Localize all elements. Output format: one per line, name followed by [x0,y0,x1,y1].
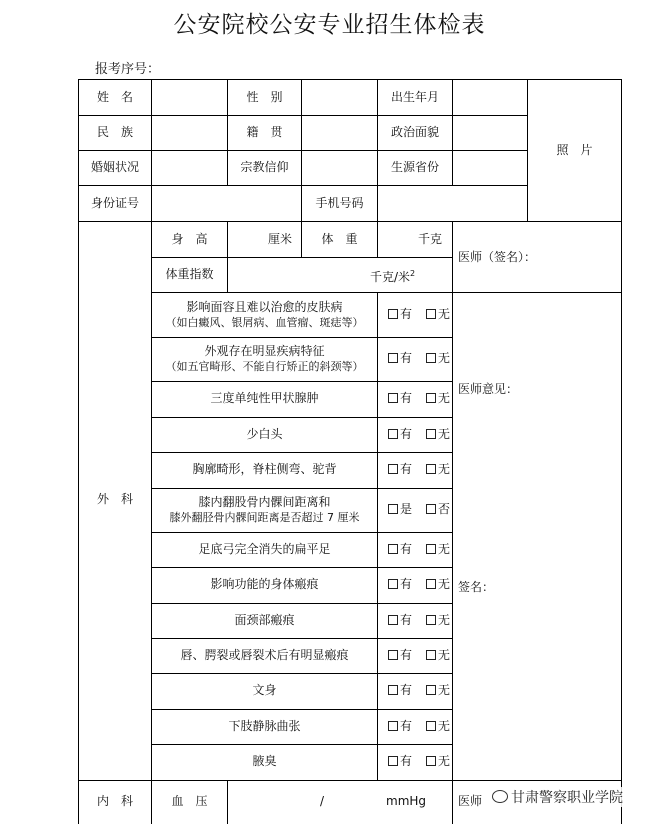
checkbox-icon[interactable] [388,464,398,474]
serial-number-label: 报考序号： [95,62,161,77]
bmi-label: 体重指数 [165,267,214,281]
checkbox-icon[interactable] [426,579,436,589]
bp-unit: mmHg [386,794,427,808]
checkbox-icon[interactable] [426,615,436,625]
doctor-opinion-label: 医师意见： [458,382,519,396]
photo-box: 照 片 [556,143,593,157]
checkbox-option[interactable]: 无 [426,462,450,477]
checkbox-icon[interactable] [388,309,398,319]
surgery-item-label: 少白头 [246,426,283,441]
checkbox-option[interactable]: 有 [388,391,412,406]
checkbox-option[interactable]: 否 [426,502,450,517]
watermark: 甘肃警察职业学院 [490,787,625,807]
checkbox-option[interactable]: 无 [426,351,450,366]
checkbox-option[interactable]: 无 [426,683,450,698]
checkbox-icon[interactable] [426,721,436,731]
checkbox-icon[interactable] [426,393,436,403]
checkbox-icon[interactable] [388,650,398,660]
checkbox-option[interactable]: 无 [426,613,450,628]
checkbox-option[interactable]: 无 [426,577,450,592]
name-label: 姓 名 [96,90,133,104]
ethnicity-label: 民 族 [96,125,133,139]
checkbox-icon[interactable] [388,721,398,731]
gender-label: 性 别 [246,90,283,104]
checkbox-option[interactable]: 无 [426,427,450,442]
checkbox-option[interactable]: 无 [426,391,450,406]
id-label: 身份证号 [90,196,139,210]
origin-label: 籍 贯 [246,125,283,139]
checkbox-icon[interactable] [426,429,436,439]
surgery-section-label: 外 科 [96,492,133,506]
surgery-item-label: 腋臭 [252,754,277,768]
checkbox-option[interactable]: 有 [388,542,412,557]
checkbox-icon[interactable] [426,650,436,660]
surgery-item-label: 影响功能的身体瘢痕 [210,577,319,591]
checkbox-option[interactable]: 有 [388,719,412,734]
checkbox-option[interactable]: 有 [388,462,412,477]
birth-label: 出生年月 [390,90,439,104]
checkbox-icon[interactable] [426,464,436,474]
surgery-item-label: 胸廓畸形，脊柱侧弯、驼背 [192,462,337,476]
religion-label: 宗教信仰 [240,160,289,174]
checkbox-icon[interactable] [388,504,398,514]
signature-label: 签名： [458,580,495,594]
checkbox-icon[interactable] [388,579,398,589]
surgery-item-label: 足底弓完全消失的扁平足 [198,541,331,556]
wechat-icon [492,790,508,803]
checkbox-icon[interactable] [426,504,436,514]
checkbox-option[interactable]: 有 [388,307,412,322]
checkbox-option[interactable]: 无 [426,307,450,322]
checkbox-icon[interactable] [426,353,436,363]
checkbox-icon[interactable] [388,544,398,554]
checkbox-option[interactable]: 有 [388,577,412,592]
checkbox-icon[interactable] [426,544,436,554]
doctor-sign-label: 医师（签名）： [458,250,537,264]
checkbox-option[interactable]: 无 [426,754,450,769]
surgery-item-label: 唇、腭裂或唇裂术后有明显瘢痕 [180,647,349,662]
bp-separator: / [320,794,325,808]
province-label: 生源省份 [390,160,439,174]
checkbox-icon[interactable] [388,756,398,766]
internal-doctor-label: 医师 [458,794,483,808]
checkbox-icon[interactable] [388,429,398,439]
phone-label: 手机号码 [315,196,364,210]
surgery-item-label: 下肢静脉曲张 [228,718,301,733]
checkbox-icon[interactable] [388,615,398,625]
checkbox-icon[interactable] [426,685,436,695]
surgery-item-label: 文身 [252,683,277,697]
checkbox-option[interactable]: 无 [426,648,450,663]
weight-label: 体 重 [321,232,358,246]
bp-label: 血 压 [171,794,208,808]
checkbox-option[interactable]: 有 [388,683,412,698]
checkbox-icon[interactable] [426,756,436,766]
checkbox-option[interactable]: 有 [388,754,412,769]
checkbox-icon[interactable] [388,393,398,403]
weight-unit: 千克 [418,232,443,246]
page-title: 公安院校公安专业招生体检表 [173,12,486,38]
internal-section-label: 内 科 [96,794,133,808]
checkbox-option[interactable]: 无 [426,719,450,734]
marital-label: 婚姻状况 [90,160,139,174]
checkbox-option[interactable]: 有 [388,351,412,366]
height-label: 身 高 [171,232,208,246]
surgery-item-label: 面颈部瘢痕 [234,612,295,627]
checkbox-option[interactable]: 有 [388,648,412,663]
surgery-item-label: 影响面容且难以治愈的皮肤病 （如白癜风、银屑病、血管瘤、斑痣等） [165,299,364,329]
checkbox-icon[interactable] [388,685,398,695]
political-label: 政治面貌 [390,125,439,139]
height-unit: 厘米 [268,232,293,246]
surgery-item-label: 膝内翻股骨内髁间距离和 膝外翻胫骨内髁间距离是否超过 7 厘米 [169,495,360,524]
checkbox-option[interactable]: 有 [388,427,412,442]
surgery-item-label: 三度单纯性甲状腺肿 [210,391,319,405]
checkbox-option[interactable]: 无 [426,542,450,557]
checkbox-option[interactable]: 有 [388,613,412,628]
checkbox-icon[interactable] [388,353,398,363]
bmi-unit: 千克/米$^2$ [370,269,416,284]
surgery-item-label: 外观存在明显疾病特征 （如五官畸形、不能自行矫正的斜颈等） [165,344,364,373]
checkbox-option[interactable]: 是 [388,502,412,517]
checkbox-icon[interactable] [426,309,436,319]
